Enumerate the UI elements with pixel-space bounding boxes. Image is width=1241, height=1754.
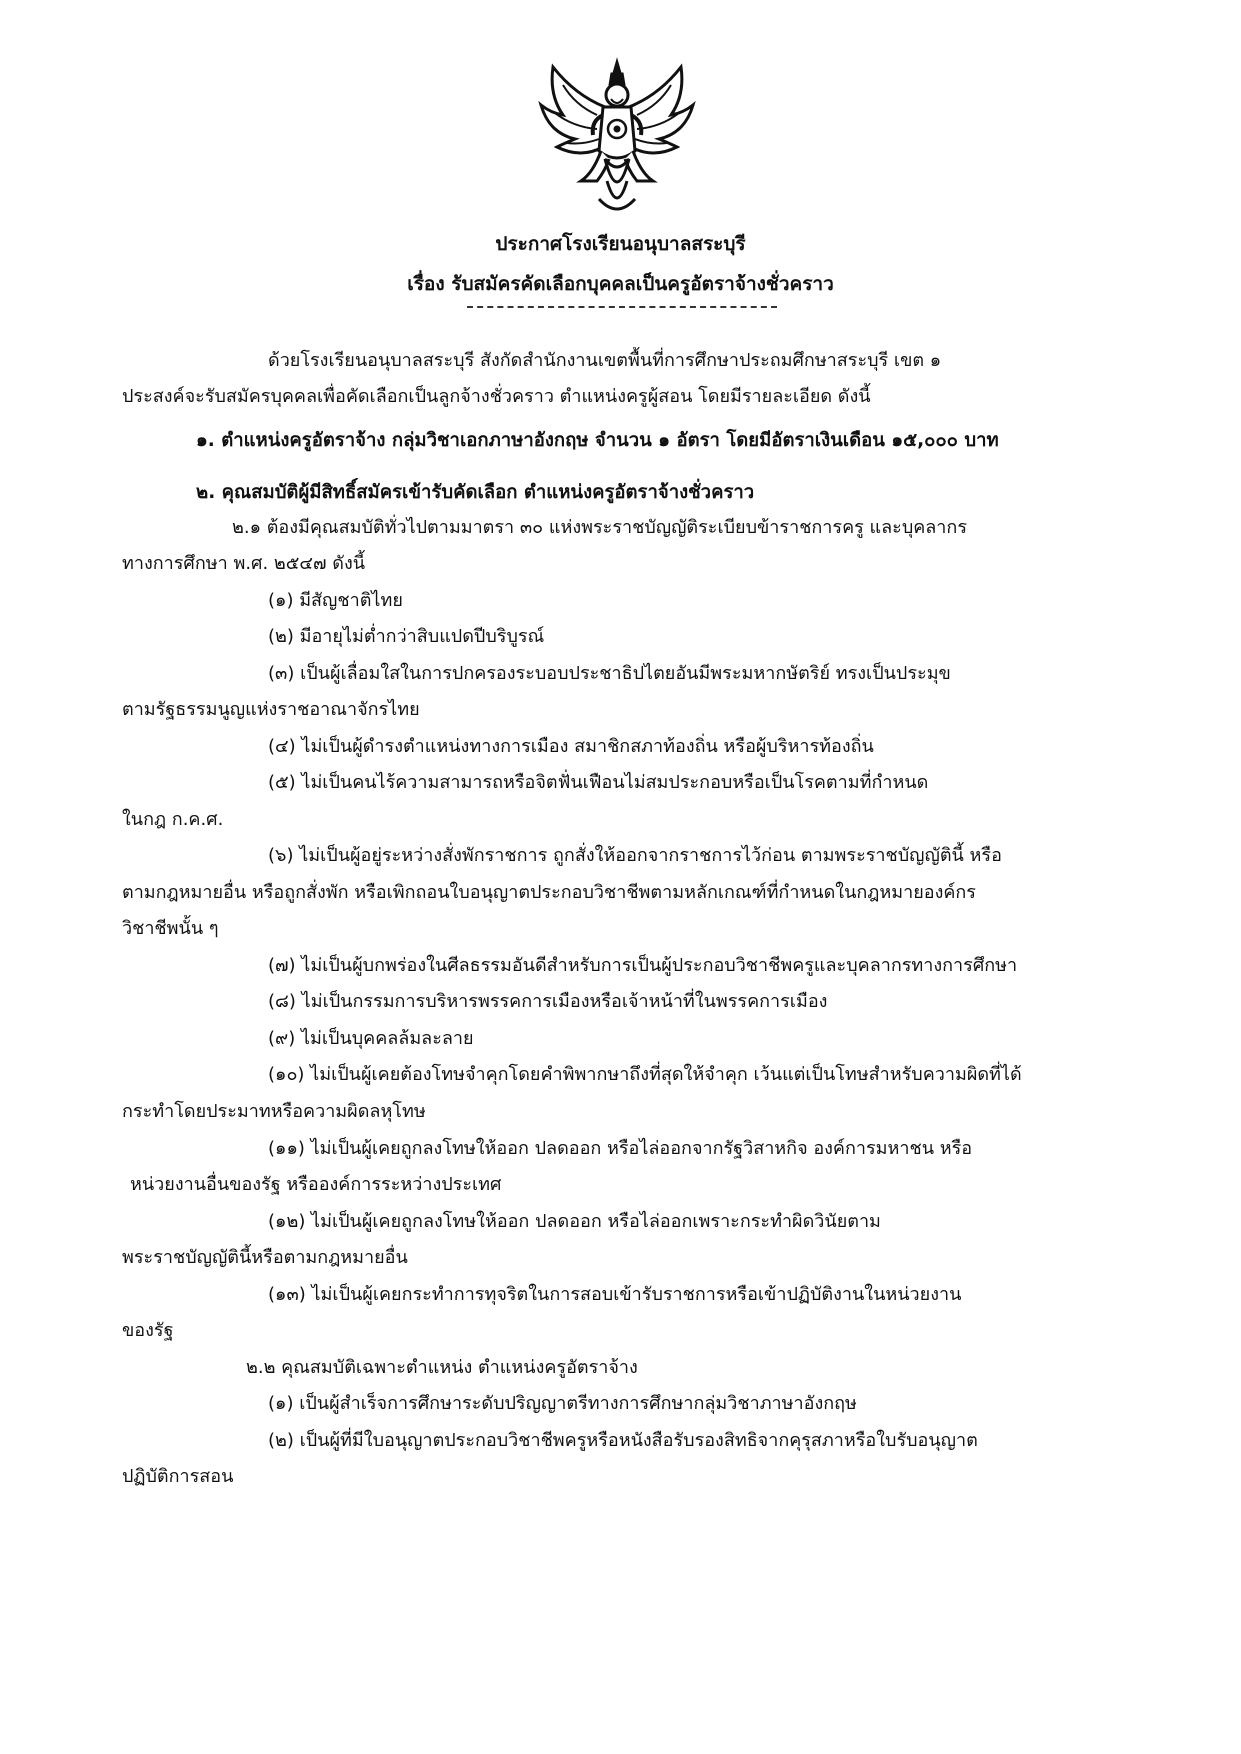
qualification-6-line-3: วิชาชีพนั้น ๆ bbox=[122, 918, 219, 939]
qualification-13-line-2: ของรัฐ bbox=[122, 1320, 174, 1341]
qualification-5-line-1: (๕) ไม่เป็นคนไร้ความสามารถหรือจิตฟั่นเฟือนไม่สมประกอบหรือเป็นโรคตามที่กำหนด bbox=[268, 772, 929, 793]
section-2-2-heading: ๒.๒ คุณสมบัติเฉพาะตำแหน่ง ตำแหน่งครูอัตราจ้าง bbox=[246, 1357, 638, 1378]
garuda-emblem-icon bbox=[535, 55, 700, 220]
qualification-11-line-1: (๑๑) ไม่เป็นผู้เคยถูกลงโทษให้ออก ปลดออก หรือไล่ออกจากรัฐวิสาหกิจ องค์การมหาชน หรือ bbox=[268, 1138, 973, 1159]
qualification-4: (๔) ไม่เป็นผู้ดำรงตำแหน่งทางการเมือง สมาชิกสภาท้องถิ่น หรือผู้บริหารท้องถิ่น bbox=[268, 736, 874, 757]
qualification-1: (๑) มีสัญชาติไทย bbox=[268, 590, 403, 611]
qualification-11-line-2: หน่วยงานอื่นของรัฐ หรือองค์การระหว่างประเทศ bbox=[130, 1174, 502, 1195]
intro-line-1: ด้วยโรงเรียนอนุบาลสระบุรี สังกัดสำนักงานเขตพื้นที่การศึกษาประถมศึกษาสระบุรี เขต ๑ bbox=[268, 350, 942, 371]
section-2-1-line-2: ทางการศึกษา พ.ศ. ๒๕๔๗ ดังนี้ bbox=[122, 553, 366, 574]
qualification-3-line-2: ตามรัฐธรรมนูญแห่งราชอาณาจักรไทย bbox=[122, 699, 420, 720]
specific-qualification-2-line-1: (๒) เป็นผู้ที่มีใบอนุญาตประกอบวิชาชีพครูหรือหนังสือรับรองสิทธิจากคุรุสภาหรือใบรับอนุญาต bbox=[268, 1430, 978, 1451]
announcement-title: ประกาศโรงเรียนอนุบาลสระบุรี bbox=[495, 233, 746, 255]
intro-line-2: ประสงค์จะรับสมัครบุคคลเพื่อคัดเลือกเป็นลูกจ้างชั่วคราว ตำแหน่งครูผู้สอน โดยมีรายละเอียด ดังนี้ bbox=[122, 386, 871, 407]
qualification-5-line-2: ในกฎ ก.ค.ศ. bbox=[122, 809, 224, 830]
section-2-1-line-1: ๒.๑ ต้องมีคุณสมบัติทั่วไปตามมาตรา ๓๐ แห่งพระราชบัญญัติระเบียบข้าราชการครู และบุคลากร bbox=[232, 517, 967, 538]
specific-qualification-2-line-2: ปฏิบัติการสอน bbox=[122, 1466, 234, 1487]
qualification-12-line-2: พระราชบัญญัตินี้หรือตามกฎหมายอื่น bbox=[122, 1247, 408, 1268]
qualification-8: (๘) ไม่เป็นกรรมการบริหารพรรคการเมืองหรือเจ้าหน้าที่ในพรรคการเมือง bbox=[268, 991, 828, 1012]
qualification-9: (๙) ไม่เป็นบุคคลล้มละลาย bbox=[268, 1028, 474, 1049]
qualification-3-line-1: (๓) เป็นผู้เลื่อมใสในการปกครองระบอบประชาธิปไตยอันมีพระมหากษัตริย์ ทรงเป็นประมุข bbox=[268, 663, 951, 684]
qualification-7: (๗) ไม่เป็นผู้บกพร่องในศีลธรรมอันดีสำหรับการเป็นผู้ประกอบวิชาชีพครูและบุคลากรทางการศึกษา bbox=[268, 955, 1018, 976]
qualification-6-line-1: (๖) ไม่เป็นผู้อยู่ระหว่างสั่งพักราชการ ถูกสั่งให้ออกจากราชการไว้ก่อน ตามพระราชบัญญัตินี้ หรือ bbox=[268, 845, 1002, 866]
title-divider bbox=[467, 306, 777, 308]
qualification-10-line-1: (๑๐) ไม่เป็นผู้เคยต้องโทษจำคุกโดยคำพิพากษาถึงที่สุดให้จำคุก เว้นแต่เป็นโทษสำหรับความผิดที่ได้ bbox=[268, 1064, 1022, 1085]
qualification-10-line-2: กระทำโดยประมาทหรือความผิดลหุโทษ bbox=[122, 1101, 426, 1122]
qualification-6-line-2: ตามกฎหมายอื่น หรือถูกสั่งพัก หรือเพิกถอนใบอนุญาตประกอบวิชาชีพตามหลักเกณฑ์ที่กำหนดในกฎหมายองค์กร bbox=[122, 882, 976, 903]
qualification-2: (๒) มีอายุไม่ต่ำกว่าสิบแปดปีบริบูรณ์ bbox=[268, 626, 545, 647]
announcement-subject: เรื่อง รับสมัครคัดเลือกบุคคลเป็นครูอัตราจ้างชั่วคราว bbox=[407, 273, 834, 295]
specific-qualification-1: (๑) เป็นผู้สำเร็จการศึกษาระดับปริญญาตรีทางการศึกษากลุ่มวิชาภาษาอังกฤษ bbox=[268, 1393, 857, 1414]
section-1-heading: ๑. ตำแหน่งครูอัตราจ้าง กลุ่มวิชาเอกภาษาอังกฤษ จำนวน ๑ อัตรา โดยมีอัตราเงินเดือน ๑๕,๐๐๐ บาท bbox=[196, 430, 999, 451]
qualification-12-line-1: (๑๒) ไม่เป็นผู้เคยถูกลงโทษให้ออก ปลดออก หรือไล่ออกเพราะกระทำผิดวินัยตาม bbox=[268, 1211, 881, 1232]
section-2-heading: ๒. คุณสมบัติผู้มีสิทธิ์สมัครเข้ารับคัดเลือก ตำแหน่งครูอัตราจ้างชั่วคราว bbox=[196, 482, 755, 503]
qualification-13-line-1: (๑๓) ไม่เป็นผู้เคยกระทำการทุจริตในการสอบเข้ารับราชการหรือเข้าปฏิบัติงานในหน่วยงาน bbox=[268, 1284, 962, 1305]
